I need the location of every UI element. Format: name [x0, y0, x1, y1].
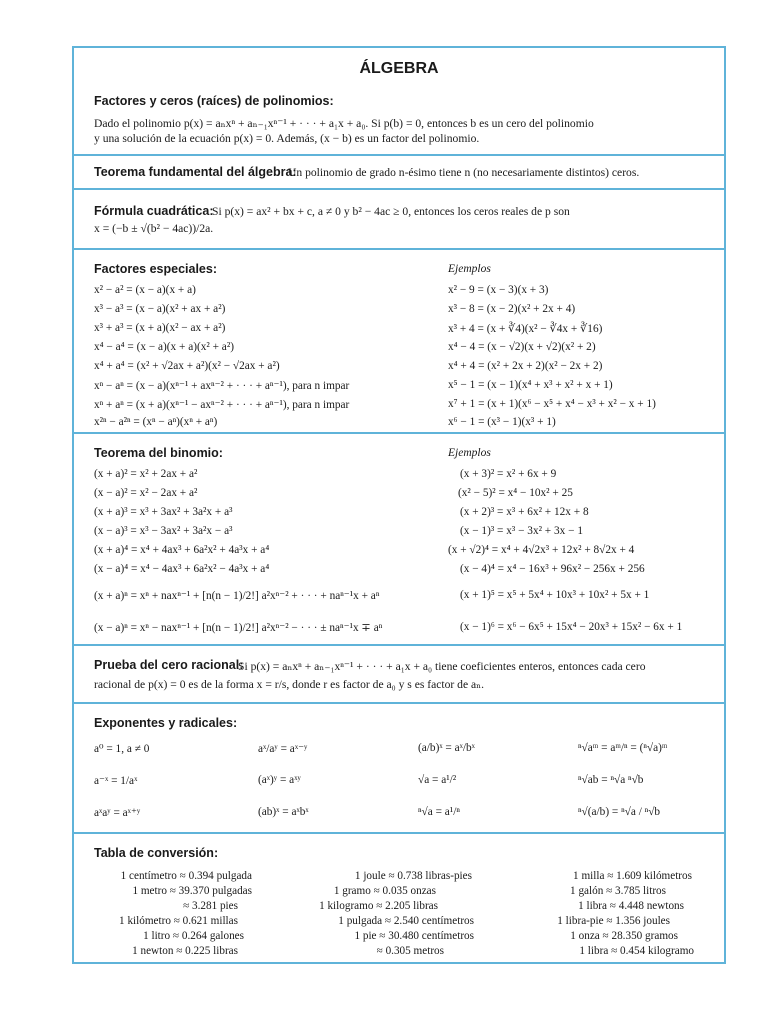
binomial-example: (x − 1)³ = x³ − 3x² + 3x − 1	[460, 525, 583, 537]
cero-racional-heading: Prueba del cero racional:	[94, 658, 244, 672]
special-factor-formula: x⁴ + a⁴ = (x² + √2ax + a²)(x² − √2ax + a²)	[94, 360, 280, 372]
conversion-item: 1 kilómetro ≈ 0.621 millas	[119, 915, 238, 927]
exponentes-heading: Exponentes y radicales:	[94, 716, 238, 730]
section-formula-cuadratica	[74, 190, 724, 250]
conversion-item: 1 litro ≈ 0.264 galones	[143, 930, 244, 942]
conversion-item: 1 joule ≈ 0.738 libras-pies	[354, 870, 472, 882]
conversion-item: 1 galón ≈ 3.785 litros	[570, 885, 666, 897]
factores-ceros-line2: y una solución de la ecuación p(x) = 0. Además, (x − b) es un factor del polinomio.	[94, 132, 480, 145]
cero-racional-text1: Si p(x) = aₙxⁿ + aₙ₋₁xⁿ⁻¹ + · · · + a₁x + a₀ tiene coeficientes enteros, entonces cada cero	[238, 660, 646, 673]
conversion-item: 1 pulgada ≈ 2.540 centímetros	[338, 915, 474, 927]
conversion-item: 1 metro ≈ 39.370 pulgadas	[132, 885, 252, 897]
exponent-rule: ⁿ√a = a¹/ⁿ	[418, 806, 460, 818]
special-factor-example: x² − 9 = (x − 3)(x + 3)	[448, 284, 549, 296]
conversion-item: 1 pie ≈ 30.480 centímetros	[354, 930, 474, 942]
section-teorema-fundamental	[74, 156, 724, 190]
conversion-item: 1 libra ≈ 0.454 kilogramo	[579, 945, 694, 957]
binomial-formula: (x + a)² = x² + 2ax + a²	[94, 468, 198, 480]
binomial-formula: (x − a)ⁿ = xⁿ − naxⁿ⁻¹ + [n(n − 1)/2!] a²xⁿ⁻² − · · · ± naⁿ⁻¹x ∓ aⁿ	[94, 622, 383, 634]
exponent-rule: √a = a¹/²	[418, 774, 457, 786]
special-factor-example: x⁴ + 4 = (x² + 2x + 2)(x² − 2x + 2)	[448, 360, 603, 372]
conversion-item: 1 libra ≈ 4.448 newtons	[578, 900, 684, 912]
special-factor-formula: x³ + a³ = (x + a)(x² − ax + a²)	[94, 322, 226, 334]
binomio-examples-label: Ejemplos	[448, 447, 491, 459]
conversion-item: 1 onza ≈ 28.350 gramos	[570, 930, 678, 942]
special-factor-formula: xⁿ + aⁿ = (x + a)(xⁿ⁻¹ − axⁿ⁻² + · · · + aⁿ⁻¹), para n impar	[94, 399, 350, 411]
special-factor-example: x⁵ − 1 = (x − 1)(x⁴ + x³ + x² + x + 1)	[448, 379, 613, 391]
section-conversion	[74, 834, 724, 964]
page-title: ÁLGEBRA	[359, 60, 439, 77]
exponent-rule: ⁿ√ab = ⁿ√a ⁿ√b	[578, 774, 644, 786]
factores-ceros-heading: Factores y ceros (raíces) de polinomios:	[94, 94, 334, 108]
section-factores-ceros	[74, 48, 724, 156]
teorema-fundamental-heading: Teorema fundamental del álgebra:	[94, 165, 297, 179]
formula-cuadratica-text2: x = (−b ± √(b² − 4ac))/2a.	[94, 222, 214, 235]
exponent-rule: aˣ/aʸ = aˣ⁻ʸ	[258, 743, 308, 755]
exponent-rule: (aˣ)ʸ = aˣʸ	[258, 774, 301, 786]
conversion-item: 1 libra-pie ≈ 1.356 joules	[557, 915, 670, 927]
binomial-formula: (x + a)ⁿ = xⁿ + naxⁿ⁻¹ + [n(n − 1)/2!] a²xⁿ⁻² + · · · + naⁿ⁻¹x + aⁿ	[94, 590, 380, 602]
conversion-item: 1 milla ≈ 1.609 kilómetros	[573, 870, 692, 882]
special-factor-example: x⁷ + 1 = (x + 1)(x⁶ − x⁵ + x⁴ − x³ + x² − x + 1)	[448, 398, 656, 410]
special-factor-formula: xⁿ − aⁿ = (x − a)(xⁿ⁻¹ + axⁿ⁻² + · · · + aⁿ⁻¹), para n impar	[94, 380, 350, 392]
exponent-rule: a⁰ = 1, a ≠ 0	[94, 743, 150, 755]
exponent-rule: a⁻ˣ = 1/aˣ	[94, 775, 138, 787]
conversion-item: 1 newton ≈ 0.225 libras	[132, 945, 238, 957]
special-factor-example: x³ − 8 = (x − 2)(x² + 2x + 4)	[448, 303, 576, 315]
section-exponentes	[74, 704, 724, 834]
factores-especiales-examples-label: Ejemplos	[448, 263, 491, 275]
algebra-reference-card	[72, 46, 726, 964]
exponent-rule: (ab)ˣ = aˣbˣ	[258, 806, 309, 818]
conversion-item: ≈ 3.281 pies	[183, 900, 238, 912]
special-factor-example: x⁶ − 1 = (x³ − 1)(x³ + 1)	[448, 416, 556, 428]
binomial-formula: (x + a)⁴ = x⁴ + 4ax³ + 6a²x² + 4a³x + a⁴	[94, 544, 270, 556]
conversion-item: 1 centímetro ≈ 0.394 pulgada	[120, 870, 252, 882]
conversion-item: ≈ 0.305 metros	[376, 945, 444, 957]
binomial-formula: (x + a)³ = x³ + 3ax² + 3a²x + a³	[94, 506, 233, 518]
binomial-formula: (x − a)⁴ = x⁴ − 4ax³ + 6a²x² − 4a³x + a⁴	[94, 563, 270, 575]
special-factor-formula: x³ − a³ = (x − a)(x² + ax + a²)	[94, 303, 226, 315]
exponent-rule: aˣaʸ = aˣ⁺ʸ	[94, 807, 141, 819]
special-factor-example: x⁴ − 4 = (x − √2)(x + √2)(x² + 2)	[448, 341, 596, 353]
exponent-rule: (a/b)ˣ = aˣ/bˣ	[418, 742, 475, 754]
exponent-rule: ⁿ√aᵐ = aᵐ/ⁿ = (ⁿ√a)ᵐ	[578, 742, 668, 754]
special-factor-formula: x²ⁿ − a²ⁿ = (xⁿ − aⁿ)(xⁿ + aⁿ)	[94, 416, 218, 428]
special-factor-formula: x² − a² = (x − a)(x + a)	[94, 284, 196, 296]
special-factor-example: x³ + 4 = (x + ∛4)(x² − ∛4x + ∛16)	[448, 323, 603, 335]
factores-ceros-line1: Dado el polinomio p(x) = aₙxⁿ + aₙ₋₁xⁿ⁻¹ + · · · + a₁x + a₀. Si p(b) = 0, entonces b es un cero del polinomio	[94, 117, 594, 130]
teorema-fundamental-text: Un polinomio de grado n-ésimo tiene n (no necesariamente distintos) ceros.	[288, 166, 640, 179]
binomial-example: (x² − 5)² = x⁴ − 10x² + 25	[458, 487, 573, 499]
binomio-heading: Teorema del binomio:	[94, 446, 223, 460]
binomial-example: (x + 1)⁵ = x⁵ + 5x⁴ + 10x³ + 10x² + 5x + 1	[460, 589, 650, 601]
binomial-formula: (x − a)² = x² − 2ax + a²	[94, 487, 198, 499]
exponent-rule: ⁿ√(a/b) = ⁿ√a / ⁿ√b	[578, 806, 661, 818]
section-factores-especiales	[74, 250, 724, 434]
binomial-example: (x + 3)² = x² + 6x + 9	[460, 468, 557, 480]
formula-cuadratica-text1: Si p(x) = ax² + bx + c, a ≠ 0 y b² − 4ac ≥ 0, entonces los ceros reales de p son	[212, 205, 570, 218]
special-factor-formula: x⁴ − a⁴ = (x − a)(x + a)(x² + a²)	[94, 341, 234, 353]
binomial-formula: (x − a)³ = x³ − 3ax² + 3a²x − a³	[94, 525, 233, 537]
binomial-example: (x − 1)⁶ = x⁶ − 6x⁵ + 15x⁴ − 20x³ + 15x² − 6x + 1	[460, 621, 683, 633]
conversion-heading: Tabla de conversión:	[94, 846, 219, 860]
binomial-example: (x + 2)³ = x³ + 6x² + 12x + 8	[460, 506, 589, 518]
section-binomio	[74, 434, 724, 646]
conversion-item: 1 kilogramo ≈ 2.205 libras	[319, 900, 438, 912]
conversion-item: 1 gramo ≈ 0.035 onzas	[333, 885, 436, 897]
cero-racional-text2: racional de p(x) = 0 es de la forma x = r/s, donde r es factor de a₀ y s es factor de aₙ.	[94, 678, 485, 691]
binomial-example: (x + √2)⁴ = x⁴ + 4√2x³ + 12x² + 8√2x + 4	[448, 544, 635, 556]
formula-cuadratica-heading: Fórmula cuadrática:	[94, 204, 214, 218]
section-cero-racional	[74, 646, 724, 704]
binomial-example: (x − 4)⁴ = x⁴ − 16x³ + 96x² − 256x + 256	[460, 563, 645, 575]
factores-especiales-heading: Factores especiales:	[94, 262, 217, 276]
